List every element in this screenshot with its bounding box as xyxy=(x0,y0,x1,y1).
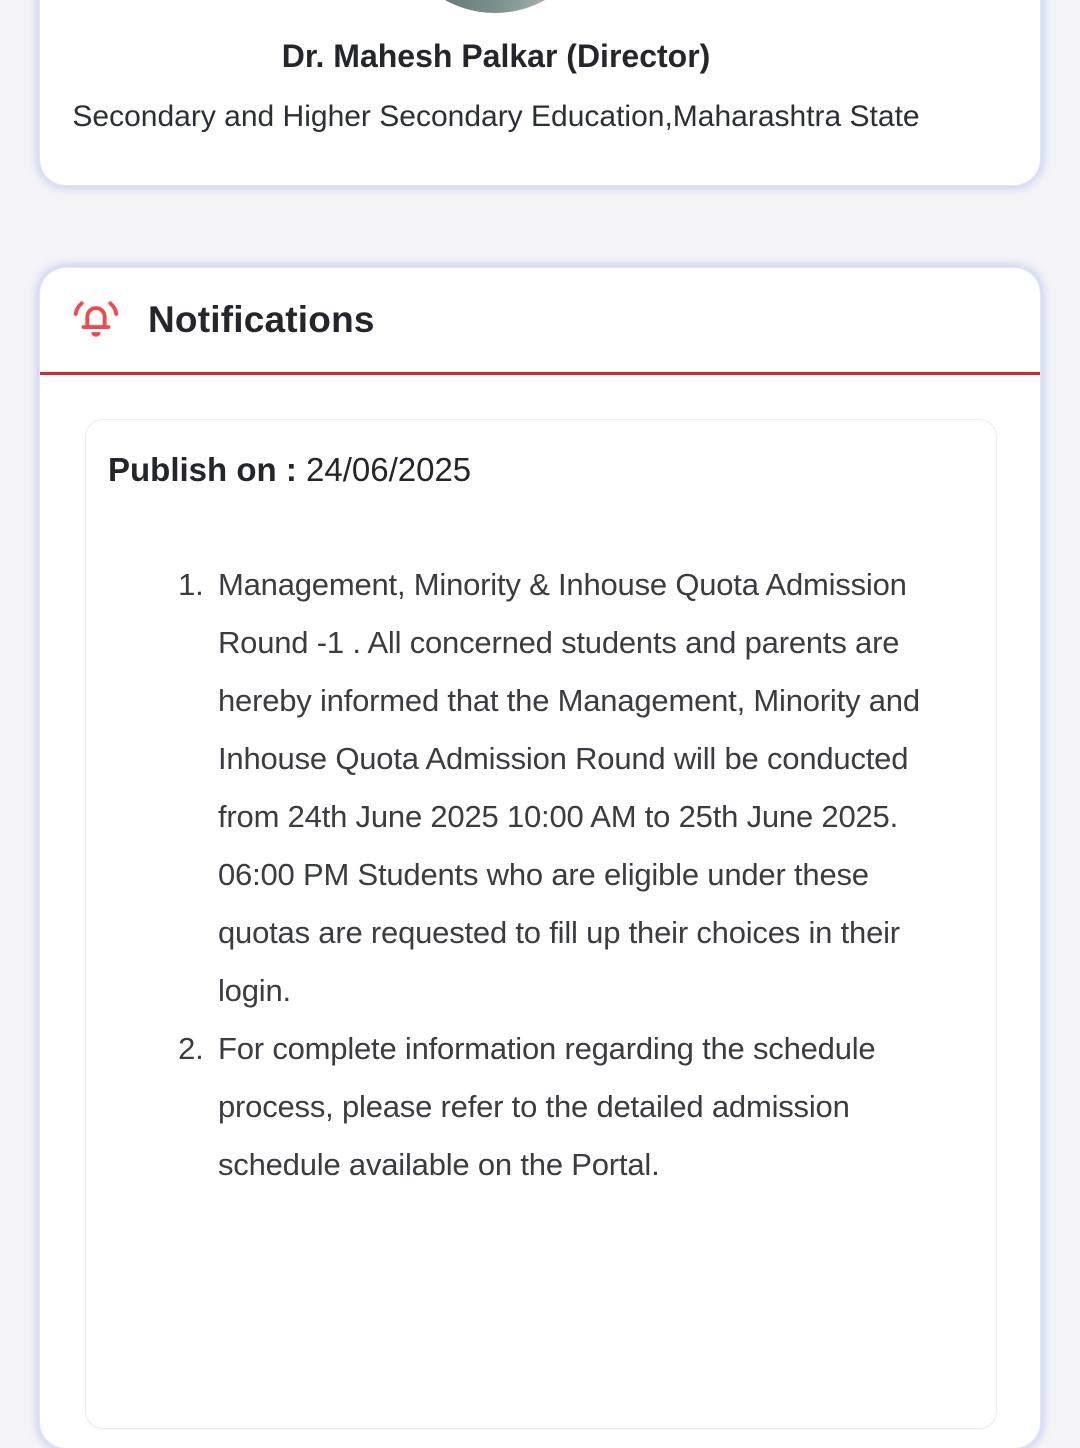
notifications-card xyxy=(40,268,1040,1448)
director-organization: Secondary and Higher Secondary Education,Maharashtra State xyxy=(72,100,920,133)
notifications-title: Notifications xyxy=(148,299,375,340)
notification-item-card xyxy=(85,419,997,1429)
director-avatar xyxy=(392,0,598,13)
notifications-header xyxy=(40,268,1040,372)
bell-ring-icon xyxy=(70,294,122,346)
director-name: Dr. Mahesh Palkar (Director) xyxy=(281,38,711,74)
publish-line xyxy=(108,446,966,494)
notifications-divider xyxy=(40,372,1040,375)
notification-point: 1. Management, Minority & Inhouse Quota Admission Round -1 . All concerned students and parents are hereby informed that the Management, Minority and Inhouse Quota Admission Round will be conducted from 24th June 2025 10:00 AM to 25th June 2025. 06:00 PM Students who are eligible under these quotas are requested to fill up their choices in their login. xyxy=(212,556,966,1020)
publish-on-label: Publish on : xyxy=(108,451,297,488)
director-profile-card xyxy=(40,0,1040,185)
publish-date: 24/06/2025 xyxy=(306,451,472,488)
notification-point: 2. For complete information regarding the schedule process, please refer to the detailed admission schedule available on the Portal. xyxy=(212,1020,966,1194)
notification-points-list xyxy=(108,556,966,1194)
